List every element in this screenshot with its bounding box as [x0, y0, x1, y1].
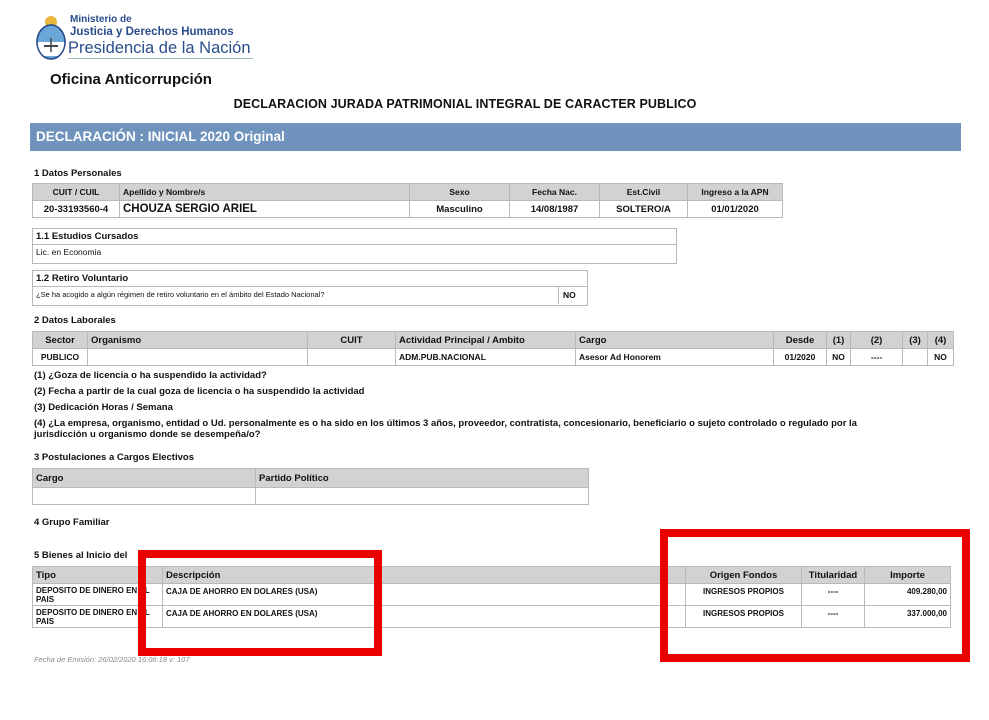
retiro-answer: NO — [558, 287, 580, 304]
argentina-coat-of-arms-icon — [34, 12, 68, 62]
datos-personales-table — [32, 183, 783, 218]
section-bienes: 5 Bienes al Inicio del — [34, 550, 128, 561]
cell-cuit — [308, 349, 396, 366]
table-row — [33, 201, 783, 218]
section-datos-laborales: 2 Datos Laborales — [34, 315, 116, 326]
presidencia-text: Presidencia de la Nación — [68, 39, 251, 57]
table-row — [33, 349, 954, 366]
col-1: (1) — [827, 332, 851, 349]
cell-descripcion: CAJA DE AHORRO EN DOLARES (USA) — [163, 584, 686, 606]
cell-nombre: CHOUZA SERGIO ARIEL — [120, 201, 410, 218]
cell-sector: PUBLICO — [33, 349, 88, 366]
cell-4: NO — [928, 349, 954, 366]
cell-desde: 01/2020 — [774, 349, 827, 366]
col-2: (2) — [851, 332, 903, 349]
col-nombre: Apellido y Nombre/s — [120, 184, 410, 201]
cell-empty — [33, 488, 256, 505]
retiro-box — [32, 270, 588, 306]
note-2: (2) Fecha a partir de la cual goza de licencia o ha suspendido la actividad — [34, 386, 365, 397]
tipo-line1: DEPOSITO DE DINERO EN EL — [36, 585, 150, 595]
col-actividad: Actividad Principal / Ambito — [396, 332, 576, 349]
cell-descripcion: CAJA DE AHORRO EN DOLARES (USA) — [163, 606, 686, 628]
col-importe: Importe — [865, 567, 951, 584]
declaration-banner: DECLARACIÓN : INICIAL 2020 Original — [30, 123, 961, 151]
col-desde: Desde — [774, 332, 827, 349]
note-3: (3) Dedicación Horas / Semana — [34, 402, 173, 413]
col-origen: Origen Fondos — [686, 567, 802, 584]
col-4: (4) — [928, 332, 954, 349]
cell-importe: 409.280,00 — [865, 584, 951, 606]
col-organismo: Organismo — [88, 332, 308, 349]
cell-ingreso: 01/01/2020 — [688, 201, 783, 218]
fecha-emision: Fecha de Emisión: 26/02/2020 16:06:18 v: 107 — [34, 655, 190, 664]
highlight-box-descripcion — [138, 550, 382, 656]
section-postulaciones: 3 Postulaciones a Cargos Electivos — [34, 452, 194, 463]
cell-titularidad: ---- — [802, 584, 865, 606]
estudios-value: Lic. en Economia — [36, 247, 102, 257]
estudios-box — [32, 228, 677, 264]
col-cargo: Cargo — [33, 469, 256, 488]
col-cuit: CUIT — [308, 332, 396, 349]
ministry-line2: Justicia y Derechos Humanos — [70, 26, 234, 38]
datos-laborales-table — [32, 331, 954, 366]
retiro-title: 1.2 Retiro Voluntario — [33, 271, 587, 287]
cell-est-civil: SOLTERO/A — [600, 201, 688, 218]
cell-origen: INGRESOS PROPIOS — [686, 606, 802, 628]
col-partido: Partido Político — [256, 469, 589, 488]
tipo-line2: PAIS — [36, 616, 55, 626]
col-est-civil: Est.Civil — [600, 184, 688, 201]
note-4-line2: jurisdicción u organismo donde se desempeña/o? — [34, 429, 261, 440]
document-title: DECLARACION JURADA PATRIMONIAL INTEGRAL DE CARACTER PUBLICO — [233, 97, 697, 111]
cell-cargo: Asesor Ad Honorem — [576, 349, 774, 366]
cell-1: NO — [827, 349, 851, 366]
cell-actividad: ADM.PUB.NACIONAL — [396, 349, 576, 366]
col-titularidad: Titularidad — [802, 567, 865, 584]
note-4-line1: (4) ¿La empresa, organismo, entidad o Ud. personalmente es o ha sido en los últimos 3 años, proveedor, contratista, concesionario, beneficiario o sujeto controlado o regulado por la — [34, 418, 857, 429]
retiro-question: ¿Se ha acogido a algún régimen de retiro voluntario en el ámbito del Estado Nacional? — [36, 290, 325, 299]
table-header-row — [33, 184, 783, 201]
estudios-title: 1.1 Estudios Cursados — [33, 229, 676, 245]
col-ingreso: Ingreso a la APN — [688, 184, 783, 201]
cell-2: ---- — [851, 349, 903, 366]
note-1: (1) ¿Goza de licencia o ha suspendido la actividad? — [34, 370, 267, 381]
col-3: (3) — [903, 332, 928, 349]
tipo-line2: PAIS — [36, 594, 55, 604]
table-header-row — [33, 469, 589, 488]
highlight-box-importe — [660, 529, 970, 662]
col-cargo: Cargo — [576, 332, 774, 349]
oficina-title: Oficina Anticorrupción — [50, 71, 212, 88]
col-cuit: CUIT / CUIL — [33, 184, 120, 201]
col-fecha-nac: Fecha Nac. — [510, 184, 600, 201]
cell-titularidad: ---- — [802, 606, 865, 628]
tipo-line1: DEPOSITO DE DINERO EN EL — [36, 607, 150, 617]
cell-3 — [903, 349, 928, 366]
table-header-row — [33, 332, 954, 349]
col-tipo: Tipo — [33, 567, 163, 584]
cell-organismo — [88, 349, 308, 366]
cell-empty — [256, 488, 589, 505]
col-sector: Sector — [33, 332, 88, 349]
cell-sexo: Masculino — [410, 201, 510, 218]
ministry-line1: Ministerio de — [70, 14, 132, 25]
section-grupo-familiar: 4 Grupo Familiar — [34, 517, 110, 528]
cell-importe: 337.000,00 — [865, 606, 951, 628]
cell-cuit: 20-33193560-4 — [33, 201, 120, 218]
section-datos-personales: 1 Datos Personales — [34, 168, 122, 179]
cell-fecha-nac: 14/08/1987 — [510, 201, 600, 218]
cell-origen: INGRESOS PROPIOS — [686, 584, 802, 606]
col-sexo: Sexo — [410, 184, 510, 201]
table-row — [33, 488, 589, 505]
postulaciones-table — [32, 468, 589, 505]
col-descripcion: Descripción — [163, 567, 686, 584]
